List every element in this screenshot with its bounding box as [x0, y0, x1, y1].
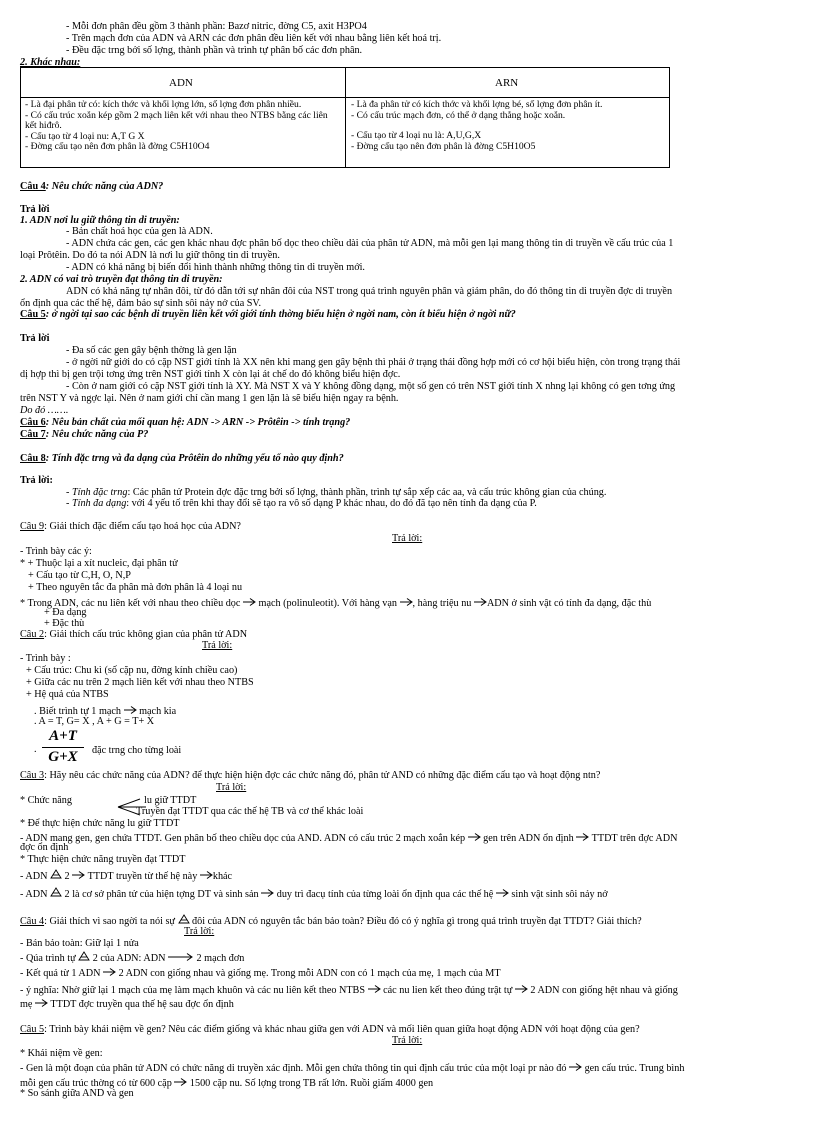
question-label: Câu 5 [20, 309, 46, 320]
a9-text: ADN ở sinh vật có tính đa dạng, đặc thù [486, 598, 652, 609]
arrow-right-icon [515, 984, 528, 994]
a3b-text: - ADN mang gen, gen chứa TTDT. Gen phân bố theo chiều dọc của AND. ADN có cấu trúc 2 mạch xoắn kép [20, 833, 466, 844]
table-arn-item: - Cấu tạo từ 4 loại nu là: A,U,G,X [351, 130, 482, 141]
arrow-right-icon [468, 832, 481, 842]
s2-line-1b: ổn định qua các thế hệ, đảm bảo sự sinh sôi nảy nở của SV. [20, 298, 262, 309]
question-label: Câu 5 [20, 1024, 45, 1035]
question-text: : Giải thích vì sao ngời ta nói sự [44, 916, 175, 927]
a5b-text: 1500 cặp nu. Số lợng trong TB rất lớn. Ruồi giấm 4000 gen [189, 1078, 434, 1089]
a4b-line-3 [20, 966, 501, 979]
arrow-right-icon [569, 1062, 582, 1072]
question-4a [20, 181, 163, 192]
a5-line-3b: trên NST Y và ngợc lại. Nên ở nam giới chỉ cần mang 1 gen lặn là sẽ biểu hiện ngay ra bệnh. [20, 393, 399, 404]
answer-heading-centered: Trả lời: [216, 782, 247, 793]
a3b-text: TTDT trên đợc ADN [591, 833, 678, 844]
a8-line-1: - Tính đặc trng: Các phân tử Protein đợc đặc trng bởi số lợng, thành phần, trình tự sắp xếp các aa, và cấu trúc không gian của chúng. [66, 487, 607, 498]
a5-line-1: - Đa số các gen gây bệnh thờng là gen lặn [66, 345, 237, 356]
a4b-text: 2 ADN con giống hệt nhau và giống [530, 985, 678, 996]
a5-line-3: - Còn ở nam giới có cặp NST giới tính là XY. Mà NST X và Y không đồng dạng, một số gen có trên NST giới tính X nhng lại không có gen tơng ứng [66, 381, 676, 392]
question-5a [20, 309, 516, 320]
replicate-icon [50, 887, 62, 897]
a3b-text: duy trì đacụ tính của từng loài ổn định qua các thế hệ [276, 889, 494, 900]
question-label: Câu 3 [20, 770, 45, 781]
a3b-line-3d: đợc ổn định [20, 842, 69, 853]
a8-label-dac-trung: Tính đặc trng [71, 487, 128, 498]
arrow-right-icon [35, 998, 48, 1008]
question-text: : Tính đặc trng và đa dạng của Prôtêin do những yếu tố nào quy định? [45, 453, 344, 464]
a9-text: mạch (polinuleotit). Với hàng vạn [258, 598, 397, 609]
answer-heading: Trả lời [20, 204, 50, 215]
a9-text: , hàng triệu nu [412, 598, 472, 609]
a4b-text: các nu lien kết theo đúng trật tự [383, 985, 513, 996]
a2b-line-6: . A = T, G= X , A + G = T+ X [34, 716, 155, 727]
a3b-line-1: * Chức năng [20, 795, 72, 806]
question-label: Câu 4 [20, 181, 46, 192]
question-label: Câu 7 [20, 429, 46, 440]
table-column-divider [345, 68, 346, 167]
question-text: : Hãy nêu các chức năng của ADN? để thực hiện hiện đợc các chức năng đó, phân tử AND có những đặc điểm cấu tạo và hoạt động ntn? [44, 770, 601, 781]
a2b-line-3: + Giữa các nu trên 2 mạch liên kết với nhau theo NTBS [26, 677, 254, 688]
arrow-right-icon [124, 705, 137, 715]
a9-text: * Trong ADN, các nu liên kết với nhau theo chiều dọc [20, 598, 241, 609]
a8-line-2: - Tính đa dạng: với 4 yếu tố trên khi thay đổi sẽ tạo ra vô số dạng P khác nhau, do đó đã tạo nên tính đa dạng của P. [66, 498, 537, 509]
a3b-text: khác [212, 871, 233, 882]
a5-line-2b: dị hợp thì bị gen trội tơng ứng trên NST giới tính X còn lại át chế do đó không biểu hiện đợc. [20, 369, 401, 380]
a9-line-6: + Đa dạng [44, 607, 87, 618]
a3b-text: gen trên ADN ổn định [483, 833, 574, 844]
a4b-text: 2 của ADN: ADN [92, 953, 166, 964]
a9-line-3: + Cấu tạo từ C,H, O, N,P [28, 570, 131, 581]
arrow-right-icon [576, 832, 589, 842]
question-text: : Giải thích đặc điểm cấu tạo hoá học của ADN? [44, 521, 241, 532]
question-4b [20, 914, 642, 927]
a5b-line-1: * Khái niệm về gen: [20, 1048, 103, 1059]
question-text: : Nêu chức năng của P? [45, 429, 149, 440]
table-header-arn: ARN [495, 77, 519, 89]
arrow-right-icon [243, 597, 256, 607]
question-label: Câu 9 [20, 521, 45, 532]
a3b-text: - ADN [20, 871, 48, 882]
s2-title: 2. ADN có vai trò truyền đạt thông tin di truyền: [20, 274, 223, 285]
question-5b [20, 1024, 640, 1035]
a3b-text: sinh vật sinh sôi nảy nở [511, 889, 608, 900]
a3b-line-1b: Truyền đạt TTDT qua các thế hệ TB và cơ thể khác loài [136, 806, 364, 817]
section-heading-khac-nhau: 2. Khác nhau: [20, 57, 81, 68]
a5b-text: mỗi gen cấu trúc thờng có từ 600 cặp [20, 1078, 172, 1089]
a9-line-2: * + Thuộc lại a xít nucleic, đại phân tử [20, 558, 178, 569]
comparison-table [20, 67, 670, 168]
question-text: : Giải thích cấu trúc không gian của phân tử ADN [44, 629, 248, 640]
table-adn-item: - Có cấu trúc xoắn kép gồm 2 mạch liên kết với nhau theo NTBS bằng các liên kết hiđrô. [25, 109, 328, 131]
a5b-line-2 [20, 1061, 684, 1074]
s2-line-1: ADN có khả năng tự nhân đôi, từ đó dẫn tới sự nhân đôi của NST trong quá trình nguyên phân và giảm phân, do đó thông tin di truyền đợc di truyền [66, 286, 673, 297]
a2b-line-4: + Hệ quả của NTBS [26, 689, 109, 700]
question-3b [20, 770, 600, 781]
replicate-icon [178, 914, 190, 924]
a5b-text: - Gen là một đoạn của phân tử ADN có chức năng di truyền xác định. Mỗi gen chứa thông tin qui định cấu trúc của một loại pr nào đó [20, 1063, 567, 1074]
table-arn-item: - Có cấu trúc mạch đơn, có thể ở dạng thẳng hoặc xoắn. [351, 109, 566, 121]
a3b-text: 2 [64, 871, 70, 882]
a9-line-1: - Trình bày các ý: [20, 546, 92, 557]
question-label: Câu 2 [20, 629, 45, 640]
question-7 [20, 429, 148, 440]
a4b-line-2 [20, 951, 244, 964]
a2b-line-1: - Trình bày : [20, 653, 71, 664]
a8-label-da-dang: Tính đa dạng [71, 498, 127, 509]
arrow-right-icon [400, 597, 413, 607]
table-header-adn: ADN [169, 77, 193, 89]
a5-line-2: - ở ngời nữ giới do có cặp NST giới tính là XX nên khi mang gen gây bệnh thì phải ở trạng thái đồng hợp mới có cơ hội biểu hiện, còn trong trạng thái [66, 357, 681, 368]
a2b-text: mạch kia [139, 706, 177, 717]
arrow-right-icon [103, 967, 116, 977]
question-9 [20, 521, 241, 532]
a4b-text: 2 ADN con giống nhau và giống mẹ. Trong mỗi ADN con có 1 mạch của mẹ, 1 mạch của MT [118, 968, 501, 979]
a4b-text: - Qúa trình tự [20, 953, 76, 964]
a8-text-1: : Các phân tử Protein đợc đặc trng bởi số lợng, thành phần, trình tự sắp xếp các aa, và cấu trúc không gian của chúng. [127, 487, 607, 498]
intro-line-1: - Mỗi đơn phân đều gồm 3 thành phần: Bazơ nitric, đờng C5, axit H3PO4 [66, 21, 367, 32]
replicate-icon [78, 951, 90, 961]
s1-line-2b: loại Prôtêin. Do đó ta nói ADN là nơi lu giữ thông tin di truyền. [20, 250, 280, 261]
a4b-line-4 [20, 983, 678, 996]
question-text: đôi của ADN có nguyên tắc bán bảo toàn? Điều đó có ý nghĩa gì trong quá trình truyền đạt TTDT? Giải thích? [192, 916, 642, 927]
a2b-line-2: + Cấu trúc: Chu kì (số cặp nu, đờng kính chiều cao) [26, 665, 238, 676]
a4b-text: mẹ [20, 999, 33, 1010]
a9-line-4: + Theo nguyên tắc đa phân mà đơn phân là 4 loại nu [28, 582, 243, 593]
arrow-right-icon [174, 1077, 187, 1087]
a3b-text: - ADN [20, 889, 48, 900]
answer-heading-centered: Trả lời: [392, 533, 423, 544]
question-label: Câu 8 [20, 453, 46, 464]
fraction-denominator: G+X [48, 749, 78, 765]
a4b-text: TTDT đợc truyền qua thế hệ sau đợc ổn định [50, 999, 234, 1010]
question-label: Câu 4 [20, 916, 45, 927]
intro-line-2: - Trên mạch đơn của ADN và ARN các đơn phân đều liên kết với nhau bằng liên kết hoá trị. [66, 33, 442, 44]
s1-line-2: - ADN chứa các gen, các gen khác nhau đợc phân bố dọc theo chiều dài của phân tử ADN, mà mỗi gen lại mang thông tin di truyền về cấu trúc của 1 [66, 238, 674, 249]
arrow-right-icon [368, 984, 381, 994]
a5b-text: gen cấu trúc. Trung bình [584, 1063, 685, 1074]
table-adn-item: - Cấu tạo từ 4 loại nu: A,T G X [25, 130, 145, 142]
a9-line-5 [20, 596, 651, 609]
answer-heading-centered: Trả lời: [392, 1035, 423, 1046]
arrow-right-icon [474, 597, 487, 607]
a4b-text: - Kết quả từ 1 ADN [20, 968, 101, 979]
arrow-right-icon [261, 888, 274, 898]
table-adn-item: - Đờng cấu tạo nên đơn phân là đờng C5H10O4 [25, 141, 210, 152]
answer-heading: Trả lời: [20, 475, 53, 486]
arrow-right-icon [168, 952, 194, 962]
intro-line-3: - Đều đặc trng bởi số lợng, thành phần và trình tự phân bố các đơn phân. [66, 45, 363, 56]
s1-line-3: - ADN có khả năng bị biến đổi hình thành những thông tin di truyền mới. [66, 262, 365, 273]
answer-heading-centered: Trả lời: [202, 640, 233, 651]
a2b-line-7: đặc trng cho từng loài [92, 745, 182, 756]
s1-line-1: - Bản chất hoá học của gen là ADN. [66, 226, 213, 237]
a5-line-4: Do đó ……. [20, 405, 69, 416]
a3b-line-2: * Để thực hiện chức năng lu giữ TTDT [20, 818, 180, 829]
question-6 [20, 417, 350, 428]
a3b-line-5 [20, 869, 232, 882]
s1-title: 1. ADN nơi lu giữ thông tin di truyền: [20, 215, 180, 226]
table-cell-arn [351, 100, 667, 152]
replicate-icon [50, 869, 62, 879]
fraction-bar [42, 747, 84, 748]
a4b-text: - ý nghĩa: Nhờ giữ lại 1 mạch của mẹ làm mạch khuôn và các nu liên kết theo NTBS [20, 985, 366, 996]
answer-heading: Trả lời [20, 333, 50, 344]
a4b-text: 2 mạch đơn [196, 953, 245, 964]
a4b-line-4b [20, 997, 234, 1010]
a3b-line-4: * Thực hiện chức năng truyền đạt TTDT [20, 854, 186, 865]
table-header-divider [21, 97, 669, 98]
question-label: Câu 6 [20, 417, 46, 428]
question-text: : Trình bày khái niệm về gen? Nêu các điểm giống và khác nhau giữa gen với ADN và mối liên quan giữa hoạt động ADN với hoạt động của gen? [44, 1024, 640, 1035]
question-text: : Nêu bản chất của mối quan hệ: ADN -> ARN -> Prôtêin -> tính trạng? [45, 417, 351, 428]
question-text: : ở ngời tại sao các bệnh di truyền liên kết với giới tính thờng biểu hiện ở ngời nam, còn ít biểu hiện ở ngời nữ? [45, 309, 516, 320]
arrow-right-icon [72, 870, 85, 880]
a3b-line-3 [20, 831, 677, 844]
fraction-numerator: A+T [49, 728, 77, 744]
arrow-right-icon [200, 870, 213, 880]
question-2b [20, 629, 247, 640]
a8-text-2: : với 4 yếu tố trên khi thay đổi sẽ tạo ra vô số dạng P khác nhau, do đó đã tạo nên tính đa dạng của P. [126, 498, 537, 509]
a4b-line-1: - Bán bảo toàn: Giữ lại 1 nửa [20, 938, 139, 949]
a9-line-7: + Đặc thù [44, 618, 85, 629]
a3b-text: TTDT truyền từ thế hệ này [87, 871, 198, 882]
ratio-fraction [42, 728, 84, 766]
a3b-text: 2 là cơ sở phân tử của hiện tợng DT và sinh sản [64, 889, 259, 900]
table-arn-item: - Đờng cấu tạo nên đơn phân là đờng C5H10O5 [351, 140, 536, 152]
question-text: : Nêu chức năng của ADN? [45, 181, 164, 192]
answer-heading-centered: Trả lời: [184, 926, 215, 937]
a3b-line-1a: lu giữ TTDT [144, 795, 197, 806]
a5b-line-4: * So sánh giữa AND và gen [20, 1088, 134, 1099]
table-adn-item: - Là đại phân tử có: kích thớc và khối lợng lớn, số lợng đơn phân nhiều. [25, 99, 302, 110]
table-cell-adn [25, 100, 341, 153]
question-8 [20, 453, 344, 464]
a2b-text: . Biết trình tự 1 mạch [34, 706, 122, 717]
table-arn-item: - Là đa phân tử có kích thớc và khối lợng bé, số lợng đơn phân ít. [351, 99, 603, 110]
arrow-right-icon [496, 888, 509, 898]
a3b-line-6 [20, 887, 608, 900]
a2b-bullet: . [34, 744, 37, 755]
